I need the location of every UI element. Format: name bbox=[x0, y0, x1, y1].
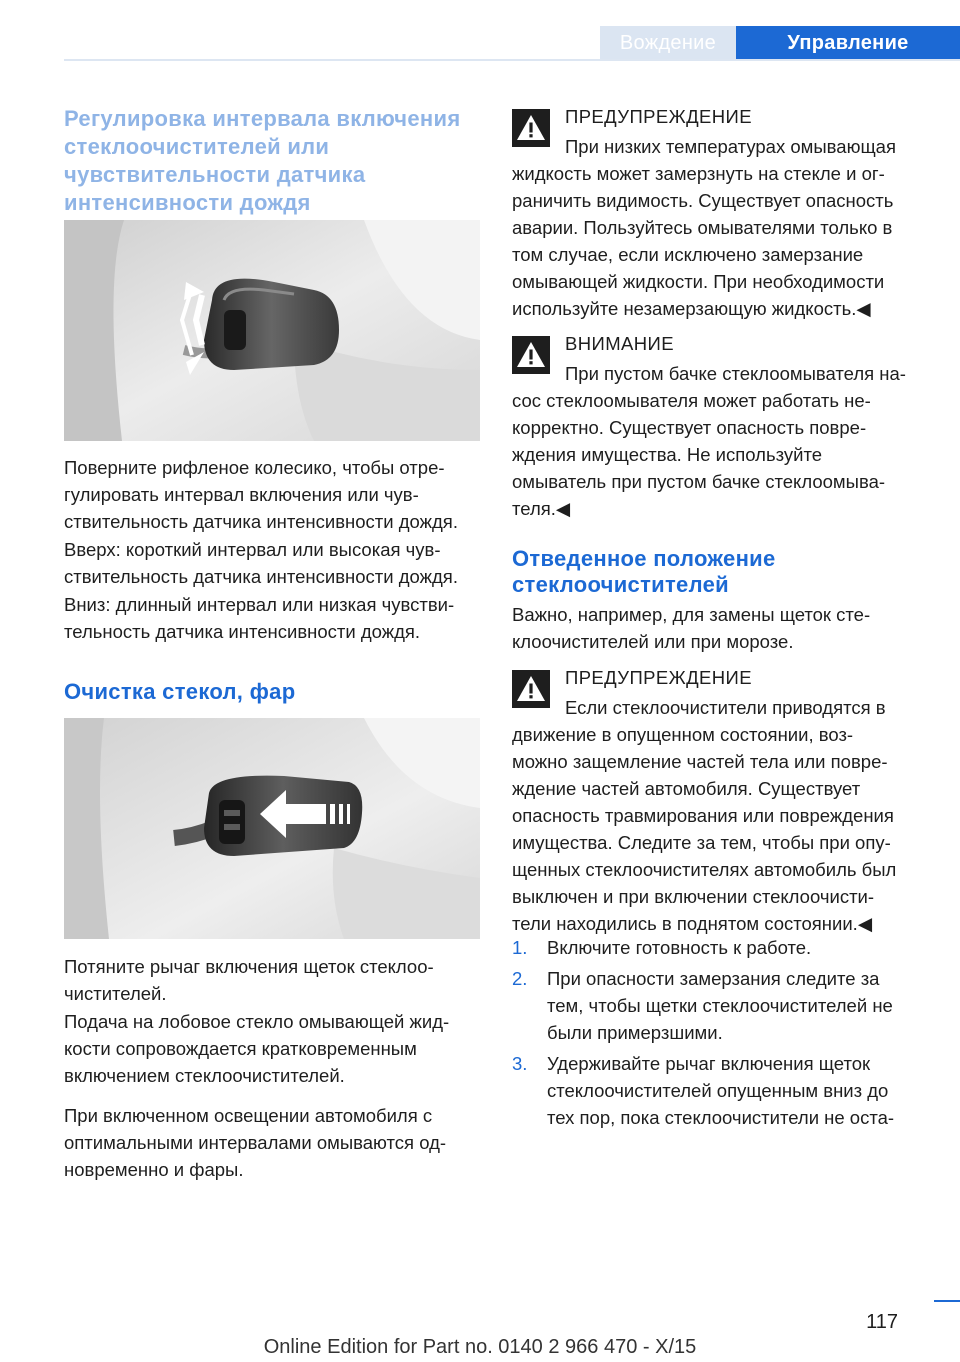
warning-title: ПРЕДУПРЕЖДЕНИЕ bbox=[565, 667, 752, 688]
warning-text-pinching: Если стеклоочистители приводятся в движение в опущенном состоянии, воз‐ можно защемление частей тела или повре‐ ждение частей автомобиля. Существует опасность травмирования или повреждения имущества. Следите за тем, чтобы при опу‐ щенных стеклоочистителях автомобиль был выключен и при включении стеклоочисти‐ тели находились в поднятом состоянии.◀ bbox=[512, 697, 897, 934]
list-item: 1. Включите готовность к работе. bbox=[512, 937, 812, 958]
paragraph-washer-fluid: Подача на лобовое стекло омывающей жид‐ кости сопровождается кратковременным включением стеклоочистителей. bbox=[64, 1011, 450, 1086]
caution-title: ВНИМАНИЕ bbox=[565, 333, 674, 354]
paragraph-rotate-wheel: Поверните рифленое колесико, чтобы отре‐ гулировать интервал включения или чув‐ ствительность датчика интенсивности дождя. bbox=[64, 457, 458, 532]
warning-title: ПРЕДУПРЕЖДЕНИЕ bbox=[565, 106, 752, 127]
paragraph-service-position: Важно, например, для замены щеток сте‐ клоочистителей или при морозе. bbox=[512, 604, 871, 652]
paragraph-up: Вверх: короткий интервал или высокая чув‐ ствительность датчика интенсивности дождя. bbox=[64, 539, 458, 587]
steps-list bbox=[512, 934, 932, 1131]
list-item: 2. При опасности замерзания следите за тем, чтобы щетки стеклоочистителей не были примерзшими. bbox=[512, 968, 893, 1043]
tab-controls[interactable]: Управление bbox=[736, 26, 960, 61]
section-heading-interval: Регулировка интервала включения стеклоочистителей или чувствительности датчика интенсивности дождя bbox=[64, 106, 461, 215]
caution-text-empty-tank: При пустом бачке стеклоомывателя на‐ сос стеклоомывателя может работать не‐ корректно. Существует опасность повре‐ ждения имущества. Не используйте омыватель при пустом бачке стеклоомыва‐ теля.◀ bbox=[512, 363, 906, 519]
paragraph-pull-lever: Потяните рычаг включения щеток стеклоо‐ чистителей. bbox=[64, 956, 434, 1004]
list-item: 3. Удерживайте рычаг включения щеток стеклоочистителей опущенным вниз до тех пор, пока стеклоочистители не оста‐ bbox=[512, 1053, 895, 1128]
section-heading-cleaning: Очистка стекол, фар bbox=[64, 679, 296, 704]
warning-text-freeze: При низких температурах омывающая жидкость может замерзнуть на стекле и ог‐ раничить видимость. Существует опасность аварии. Пользуйтесь омывателями только в том случае, если исключено замерзание омывающей жидкости. При необходимости используйте незамерзающую жидкость.◀ bbox=[512, 136, 896, 319]
tab-driving[interactable]: Вождение bbox=[600, 26, 736, 61]
footer-accent-line bbox=[934, 1300, 960, 1302]
paragraph-down: Вниз: длинный интервал или низкая чувстви‐ тельность датчика интенсивности дождя. bbox=[64, 594, 455, 642]
page-number: 117 bbox=[866, 1311, 898, 1333]
header-divider bbox=[64, 59, 960, 61]
photo-wiper-wheel bbox=[64, 220, 480, 441]
paragraph-headlights: При включенном освещении автомобиля с оптимальными интервалами омываются од‐ новременно и фары. bbox=[64, 1105, 447, 1180]
footer-edition: Online Edition for Part no. 0140 2 966 470 - X/15 bbox=[263, 1336, 697, 1358]
section-heading-service-position: Отведенное положение стеклоочистителей bbox=[512, 546, 776, 597]
photo-wiper-lever-pull bbox=[64, 718, 480, 939]
